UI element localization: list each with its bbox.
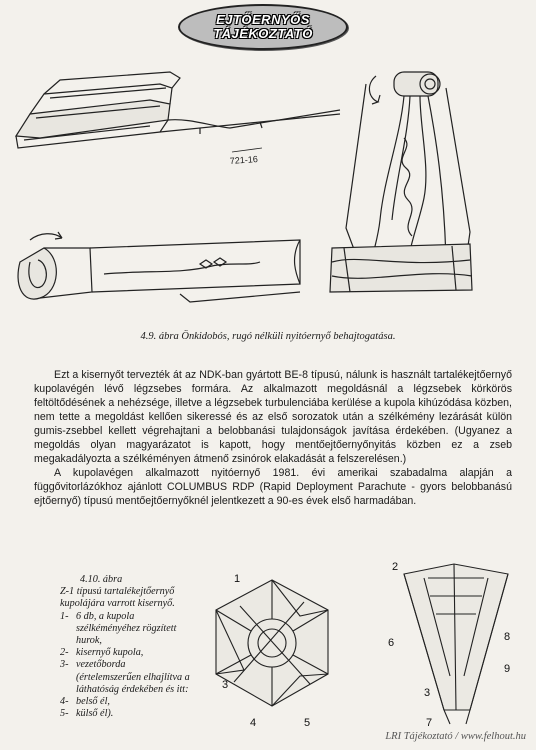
hexagon-canopy-drawing <box>200 566 350 736</box>
folded-canopy-drawing <box>16 72 340 152</box>
legend-item: 2- kisernyő kupola, <box>60 647 144 659</box>
diagram-label: 1 <box>234 573 241 585</box>
body-paragraph-2: A kupolavégen alkalmazott nyitóernyő 1981. évi amerikai szabadalma alapján a függővitorlázókhoz ajánlott COLUMBUS RDP (Rapid Deployment Parachute - gyors belobbanású ejtőernyő) típusú mentőejtőernyőknél jelentkezett a 90-es évek első harmadában. <box>34 467 512 507</box>
header-badge <box>178 4 348 50</box>
diagram-label: 3 <box>222 679 229 691</box>
body-paragraph-1: Ezt a kisernyőt tervezték át az NDK-ban gyártott BE-8 típusú, nálunk is használt tartalékejtőernyő kupolavégén lévő légzsebes formára. Az alkalmazott megoldásnál a légzsebek körkörös feltöltődésének a nehézsége, illetve a légzsebek turbulenciába kerülése a kupola kihúzódása közben, nem tette a megoldást kellően sikeressé és az első sorozatok után a szélkémény lezárását külön gumis-zsebbel kellett végrehajtani a belobbanási tulajdonságok javítása érdekében. (Ugyanez a megoldás olyan magyarázatot is kapott, hogy mentőejtőernyőnyitás közben ez a zseb megakadályozta a szélkéményen átmenő zsinórok elakadását a felszerelésen.) <box>34 369 512 465</box>
figure-bottom-title: 4.10. ábra <box>80 574 123 585</box>
pilot-chute-side-drawing <box>384 556 530 734</box>
header-title-line2: TÁJÉKOZTATÓ <box>213 26 313 41</box>
diagram-label: 5 <box>304 717 311 729</box>
figure-bottom-caption <box>60 574 190 720</box>
diagram-label: 6 <box>388 637 395 649</box>
diagram-label: 2 <box>392 561 399 573</box>
diagram-label: 3 <box>424 687 431 699</box>
legend-item: 4- belső él, <box>60 696 110 708</box>
figure-bottom-desc: Z-1 típusú tartalékejtőernyő kupolájára varrott kisernyő. <box>60 586 175 610</box>
legend-item: 3- vezetőborda (értelemszerűen elhajlítva a láthatóság érdekében és itt: <box>60 659 190 695</box>
pilot-chute-drawing <box>330 72 472 292</box>
footer-text: LRI Tájékoztató / www.felhout.hu <box>385 731 526 742</box>
figure-top-illustration <box>0 48 536 330</box>
figure-top-caption: 4.9. ábra Önkidobós, rugó nélküli nyitóernyő behajtogatása. <box>140 331 396 342</box>
legend-item: 1- 6 db, a kupola szélkéményéhez rögzített hurok, <box>60 610 177 647</box>
rolled-canopy-drawing <box>18 232 300 302</box>
legend-item: 5- külső él). <box>60 708 114 720</box>
diagram-label: 8 <box>504 631 511 643</box>
diagram-label: 4 <box>250 717 257 729</box>
figure-top-tag: 721-16 <box>229 154 259 166</box>
diagram-label: 7 <box>426 717 433 729</box>
diagram-label: 9 <box>504 663 511 675</box>
header-title-line1: EJTŐERNYŐS <box>216 12 310 27</box>
body-text <box>34 368 512 508</box>
